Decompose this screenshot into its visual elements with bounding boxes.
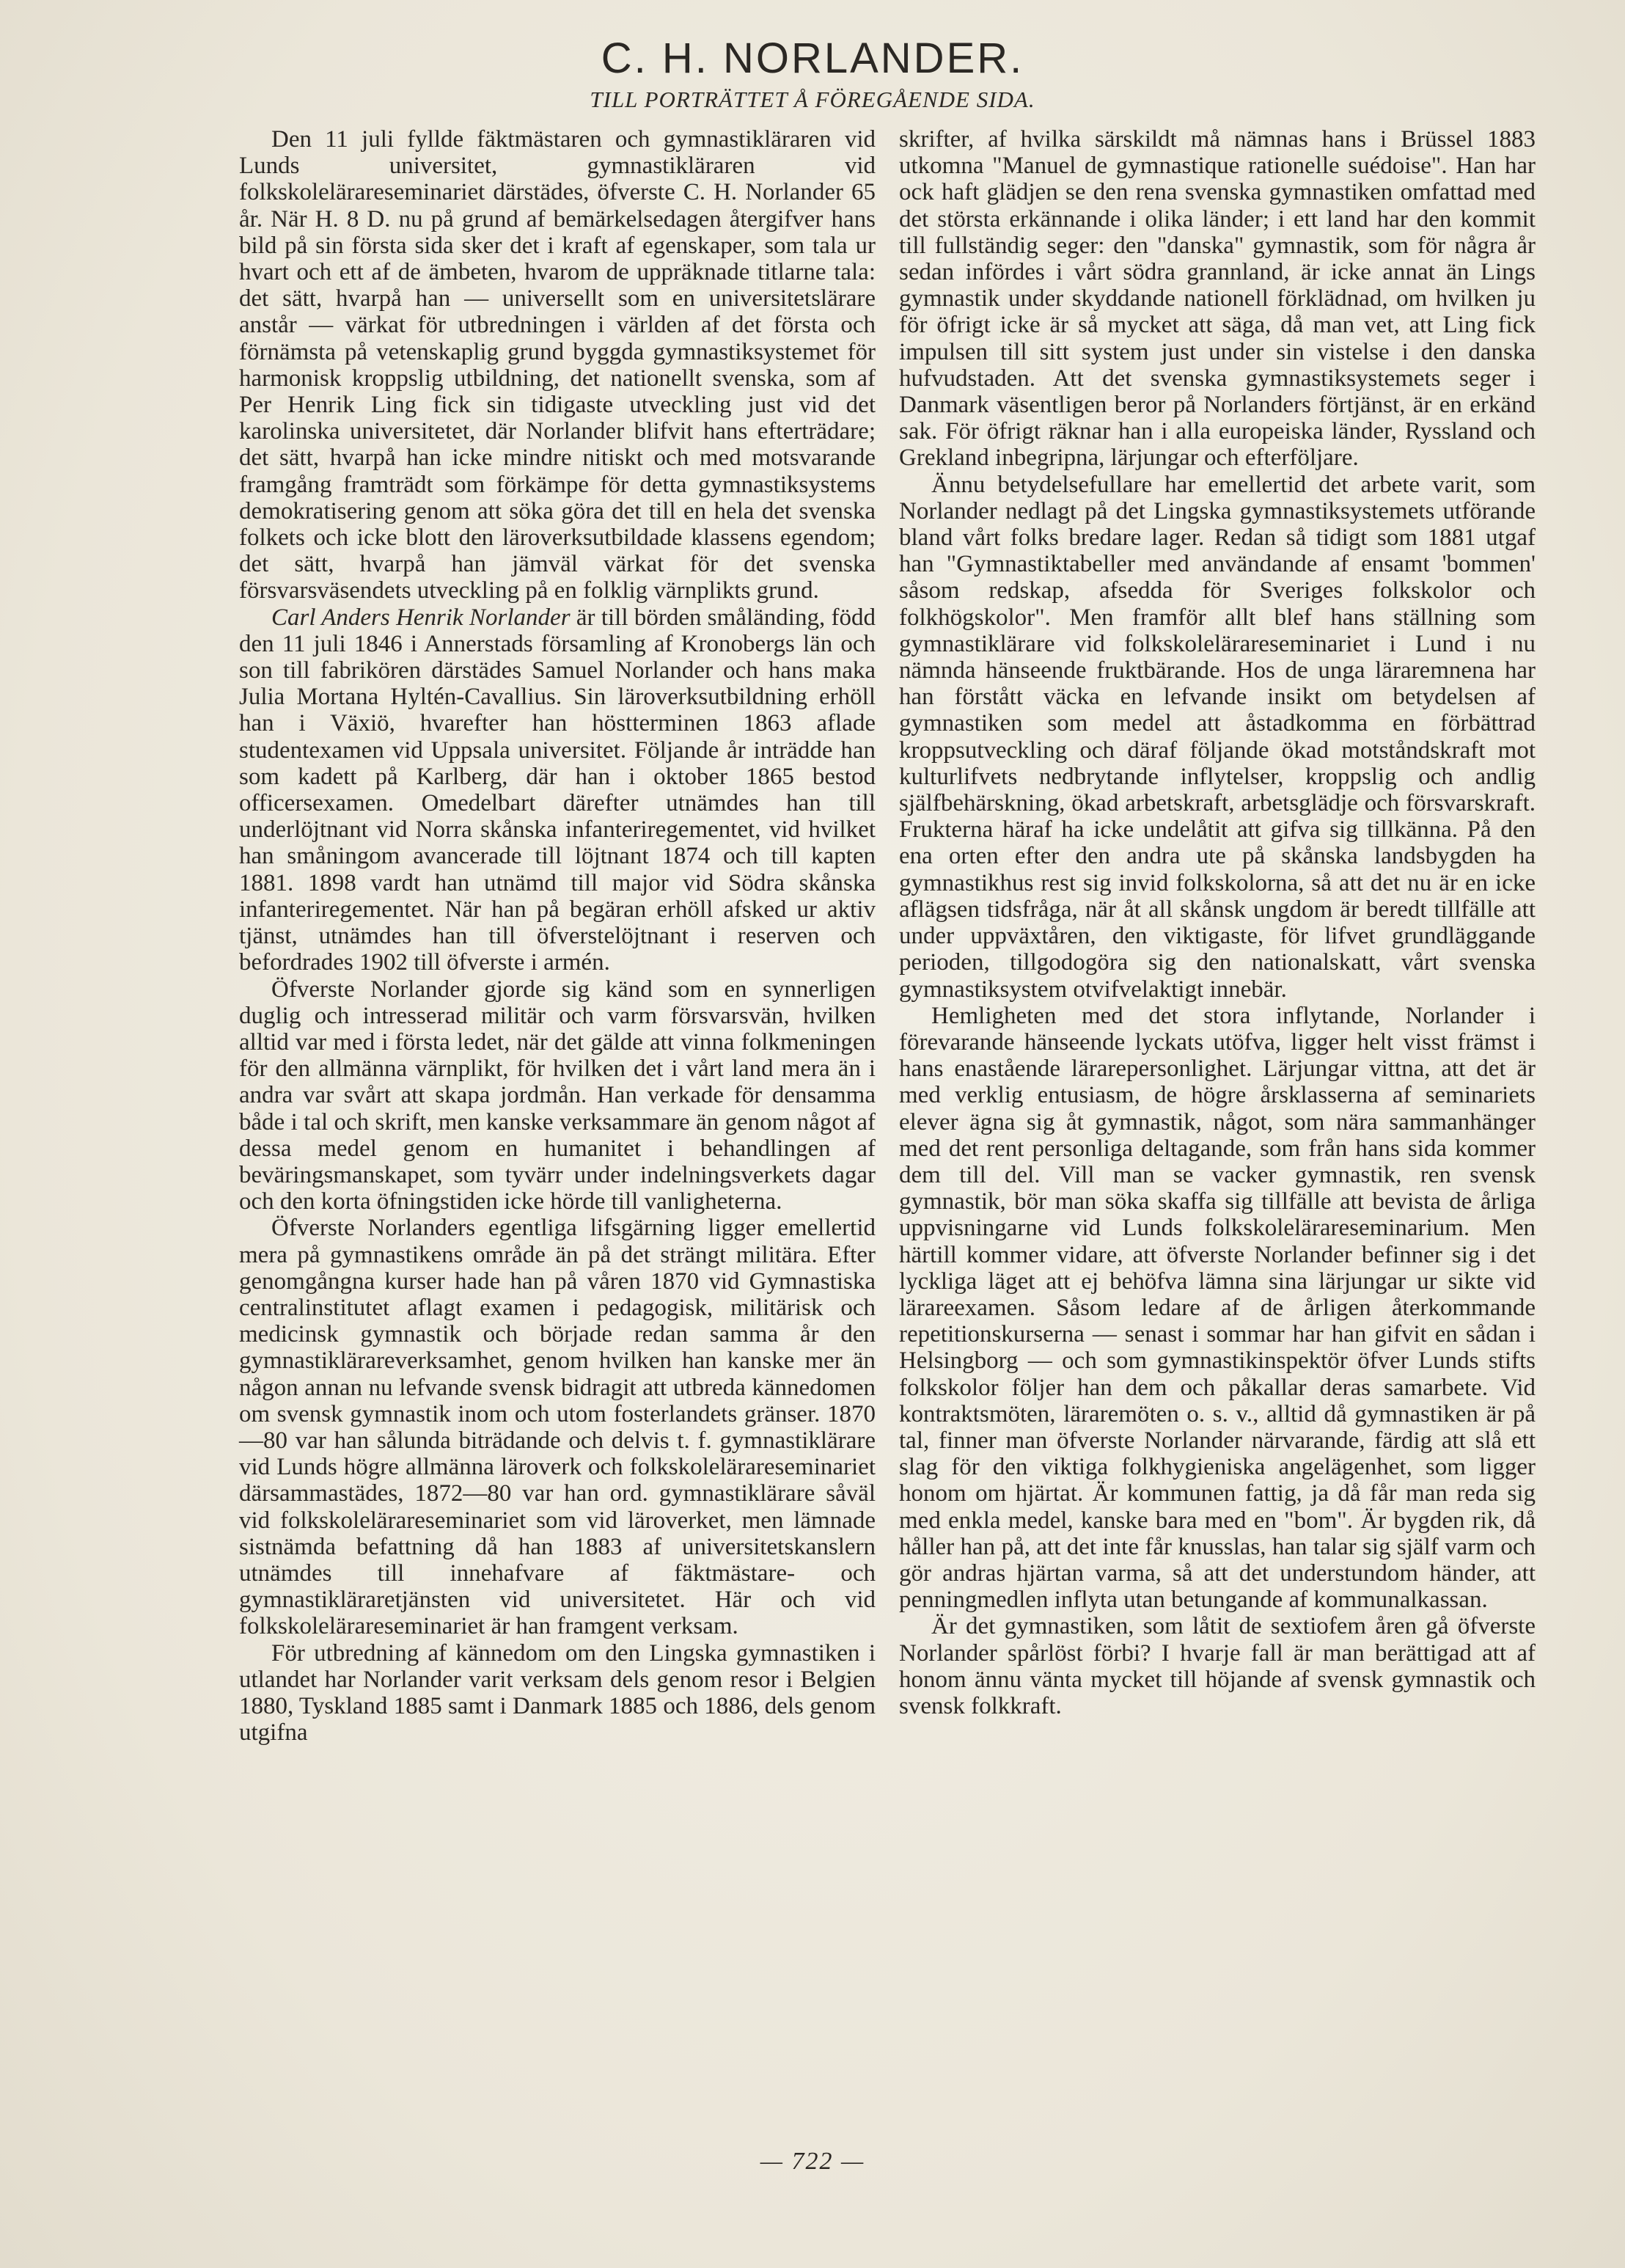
paragraph: skrifter, af hvilka särskildt må nämnas hans i Brüssel 1883 utkomna "Manuel de gymnastique rationelle suédoise". Han har ock haft glädjen se den rena svenska gymnastiken omfattad med det största erkännande i olika länder; i ett land har den kommit till fullständig seger: den "danska" gymnastik, som för några år sedan infördes i vårt södra grannland, är icke annat än Lings gymnastik under skyddande nationell förklädnad, om hvilken ju för öfrigt icke är så mycket att säga, då man vet, att Ling fick impulsen till sitt system just under sin vistelse i den danska hufvudstaden. Att det svenska gymnastiksystemets seger i Danmark väsentligen beror på Norlanders förtjänst, är en erkänd sak. För öfrigt räknar han i alla europeiska länder, Ryssland och Grekland inbegripna, lärjungar och efterföljare. [899,126,1536,472]
paragraph: Ännu betydelsefullare har emellertid det arbete varit, som Norlander nedlagt på det Lingska gymnastiksystemets utförande bland vårt folks bredare lager. Redan så tidigt som 1881 utgaf han "Gymnastiktabeller med användande af ensamt 'bommen' såsom redskap, afsedda för Sveriges folkskolor och folkhögskolor". Men framför allt blef hans ställning som gymnastiklärare vid folkskolelärareseminariet i Lund i nu nämnda hänseende fruktbärande. Hos de unga läraremnena har han förstått väcka en lefvande insikt om betydelsen af gymnastiken som medel att åstadkomma en förbättrad kroppsutveckling och däraf följande ökad motståndskraft mot kulturlifvets nedbrytande inflytelser, kroppslig och andlig själfbehärskning, ökad arbetskraft, arbetsglädje och försvarskraft. Frukterna häraf ha icke undelåtit att gifva sig tillkänna. På den ena orten efter den andra ute på skånska landsbygden ha gymnastikhus rest sig invid folkskolorna, så att det nu är en icke aflägsen tidsfråga, när åt all skånsk ungdom är beredt tillfälle att under uppväxtåren, den viktigaste, för lifvet grundläggande perioden, tillgodogöra sig den nationalskatt, vårt svenska gymnastiksystem otvifvelaktigt innebär. [899,471,1536,1003]
paragraph: För utbredning af kännedom om den Lingska gymnastiken i utlandet har Norlander varit verksam dels genom resor i Belgien 1880, Tyskland 1885 samt i Danmark 1885 och 1886, dels genom utgifna [239,1639,876,1746]
subject-full-name: Carl Anders Henrik Norlander [271,604,571,631]
article-subtitle: TILL PORTRÄTTET Å FÖREGÅENDE SIDA. [590,87,1035,112]
paragraph: Hemligheten med det stora inflytande, Norlander i förevarande hänseende lyckats utöfva, ligger helt visst främst i hans enastående lärarepersonlighet. Lärjungar vittna, att det är med verklig entusiasm, de högre årsklasserna af seminariets elever ägna sig åt gymnastik, något, som nära sammanhänger med det rent personliga deltagande, som från hans sida kommer dem till del. Vill man se vacker gymnastik, ren svensk gymnastik, bör man söka skaffa sig tillfälle att bevista de årliga uppvisningarne vid Lunds folkskolelärareseminarium. Men härtill kommer vidare, att öfverste Norlander befinner sig i det lyckliga läget att ej behöfva lämna sina lärjungar ur sikte vid lärareexamen. Såsom ledare af de årligen återkommande repetitionskurserna — senast i sommar har han gifvit en sådan i Helsingborg — och som gymnastikinspektör öfver Lunds stifts folkskolor följer han dem och påkallar deras samarbete. Vid kontraktsmöten, läraremöten o. s. v., alltid då gymnastiken är på tal, finner man öfverste Norlander närvarande, färdig att slå ett slag för den viktiga folkhygieniska angelägenhet, som ligger honom om hjärtat. Är kommunen fattig, ja då får man reda sig med enkla medel, kanske bara med en "bom". Är bygden rik, då håller han på, att det inte får knusslas, han talar sig själf varm och gör andras hjärtan varma, så att det understundom händer, att penningmedlen inflyta utan betungande af kommunalkassan. [899,1002,1536,1614]
page-number: — 722 — [760,2148,865,2175]
article-title: C. H. NORLANDER. [601,34,1024,82]
right-column [899,126,1536,1719]
paragraph: Öfverste Norlander gjorde sig känd som en synnerligen duglig och intresserad militär och varm försvarsvän, hvilken alltid var med i första ledet, när det gälde att vinna folkmeningen för den allmänna värnplikt, för hvilken det i vårt land mera än i andra var svårt att skapa jordmån. Han verkade för densamma både i tal och skrift, men kanske verksammare än genom något af dessa medel genom en humanitet i behandlingen af beväringsmanskapet, som tyvärr under indelningsverkets dagar och den korta öfningstiden icke hörde till vanligheterna. [239,976,876,1215]
paragraph-text: är till börden småländing, född den 11 juli 1846 i Annerstads församling af Kronobergs län och son till fabrikören därstädes Samuel Norlander och hans maka Julia Mortana Hyltén-Cavallius. Sin läroverksutbildning erhöll han i Växiö, hvarefter han höstterminen 1863 aflade studentexamen vid Uppsala universitet. Följande år inträdde han som kadett på Karlberg, där han i oktober 1865 bestod officersexamen. Omedelbart därefter utnämdes han till underlöjtnant vid Norra skånska infanteriregementet, vid hvilket han småningom avancerade till löjtnant 1874 och till kapten 1881. 1898 vardt han utnämd till major vid Södra skånska infanteriregementet. När han på begäran erhöll afsked ur aktiv tjänst, utnämdes han till öfverstelöjtnant i reserven och befordrades 1902 till öfverste i armén. [239,604,876,976]
paragraph: Den 11 juli fyllde fäktmästaren och gymnastikläraren vid Lunds universitet, gymnastikläraren vid folkskolelärareseminariet därstädes, öfverste C. H. Norlander 65 år. När H. 8 D. nu på grund af bemärkelsedagen återgifver hans bild på sin första sida sker det i kraft af egenskaper, som tala ur hvart och ett af de ämbeten, hvarom de uppräknade titlarne tala: det sätt, hvarpå han — universellt som en universitetslärare anstår — värkat för utbredningen i världen af det första och förnämsta på vetenskaplig grund byggda gymnastiksystemet för harmonisk kroppslig utbildning, det nationellt svenska, som af Per Henrik Ling fick sin tidigaste utveckling just vid det karolinska universitetet, där Norlander blifvit hans efterträdare; det sätt, hvarpå han icke mindre nitiskt och med motsvarande framgång framträdt som förkämpe för detta gymnastiksystems demokratisering genom att söka göra det till en hela det svenska folkets och icke blott den läroverksutbildade klassens egendom; det sätt, hvarpå han jämväl värkat för det svenska försvarsväsendets utveckling på en folklig värnplikts grund. [239,126,876,604]
paragraph: Är det gymnastiken, som låtit de sextiofem åren gå öfverste Norlander spårlöst förbi? I hvarje fall är man berättigad att af honom ännu vänta mycket till höjande af svensk gymnastik och svensk folkkraft. [899,1613,1536,1719]
left-column [239,126,876,1746]
paragraph [239,604,876,976]
paragraph: Öfverste Norlanders egentliga lifsgärning ligger emellertid mera på gymnastikens område än på det strängt militära. Efter genomgångna kurser hade han på våren 1870 vid Gymnastiska centralinstitutet aflagt examen i pedagogisk, militärisk och medicinsk gymnastik och började redan samma år den gymnastiklärareverksamhet, genom hvilken han kanske mer än någon annan nu lefvande svensk bidragit att utbreda kännedomen om svensk gymnastik inom och utom fosterlandets gränser. 1870—80 var han sålunda biträdande och delvis t. f. gymnastiklärare vid Lunds högre allmänna läroverk och folkskolelärareseminariet därsammastädes, 1872—80 var han ord. gymnastiklärare såväl vid folkskolelärareseminariet som vid läroverket, men lämnade sistnämda befattning då han 1883 af universitetskanslern utnämdes till innehafvare af fäktmästare- och gymnastikläraretjänsten vid universitetet. Här och vid folkskolelärareseminariet är han framgent verksam. [239,1215,876,1640]
